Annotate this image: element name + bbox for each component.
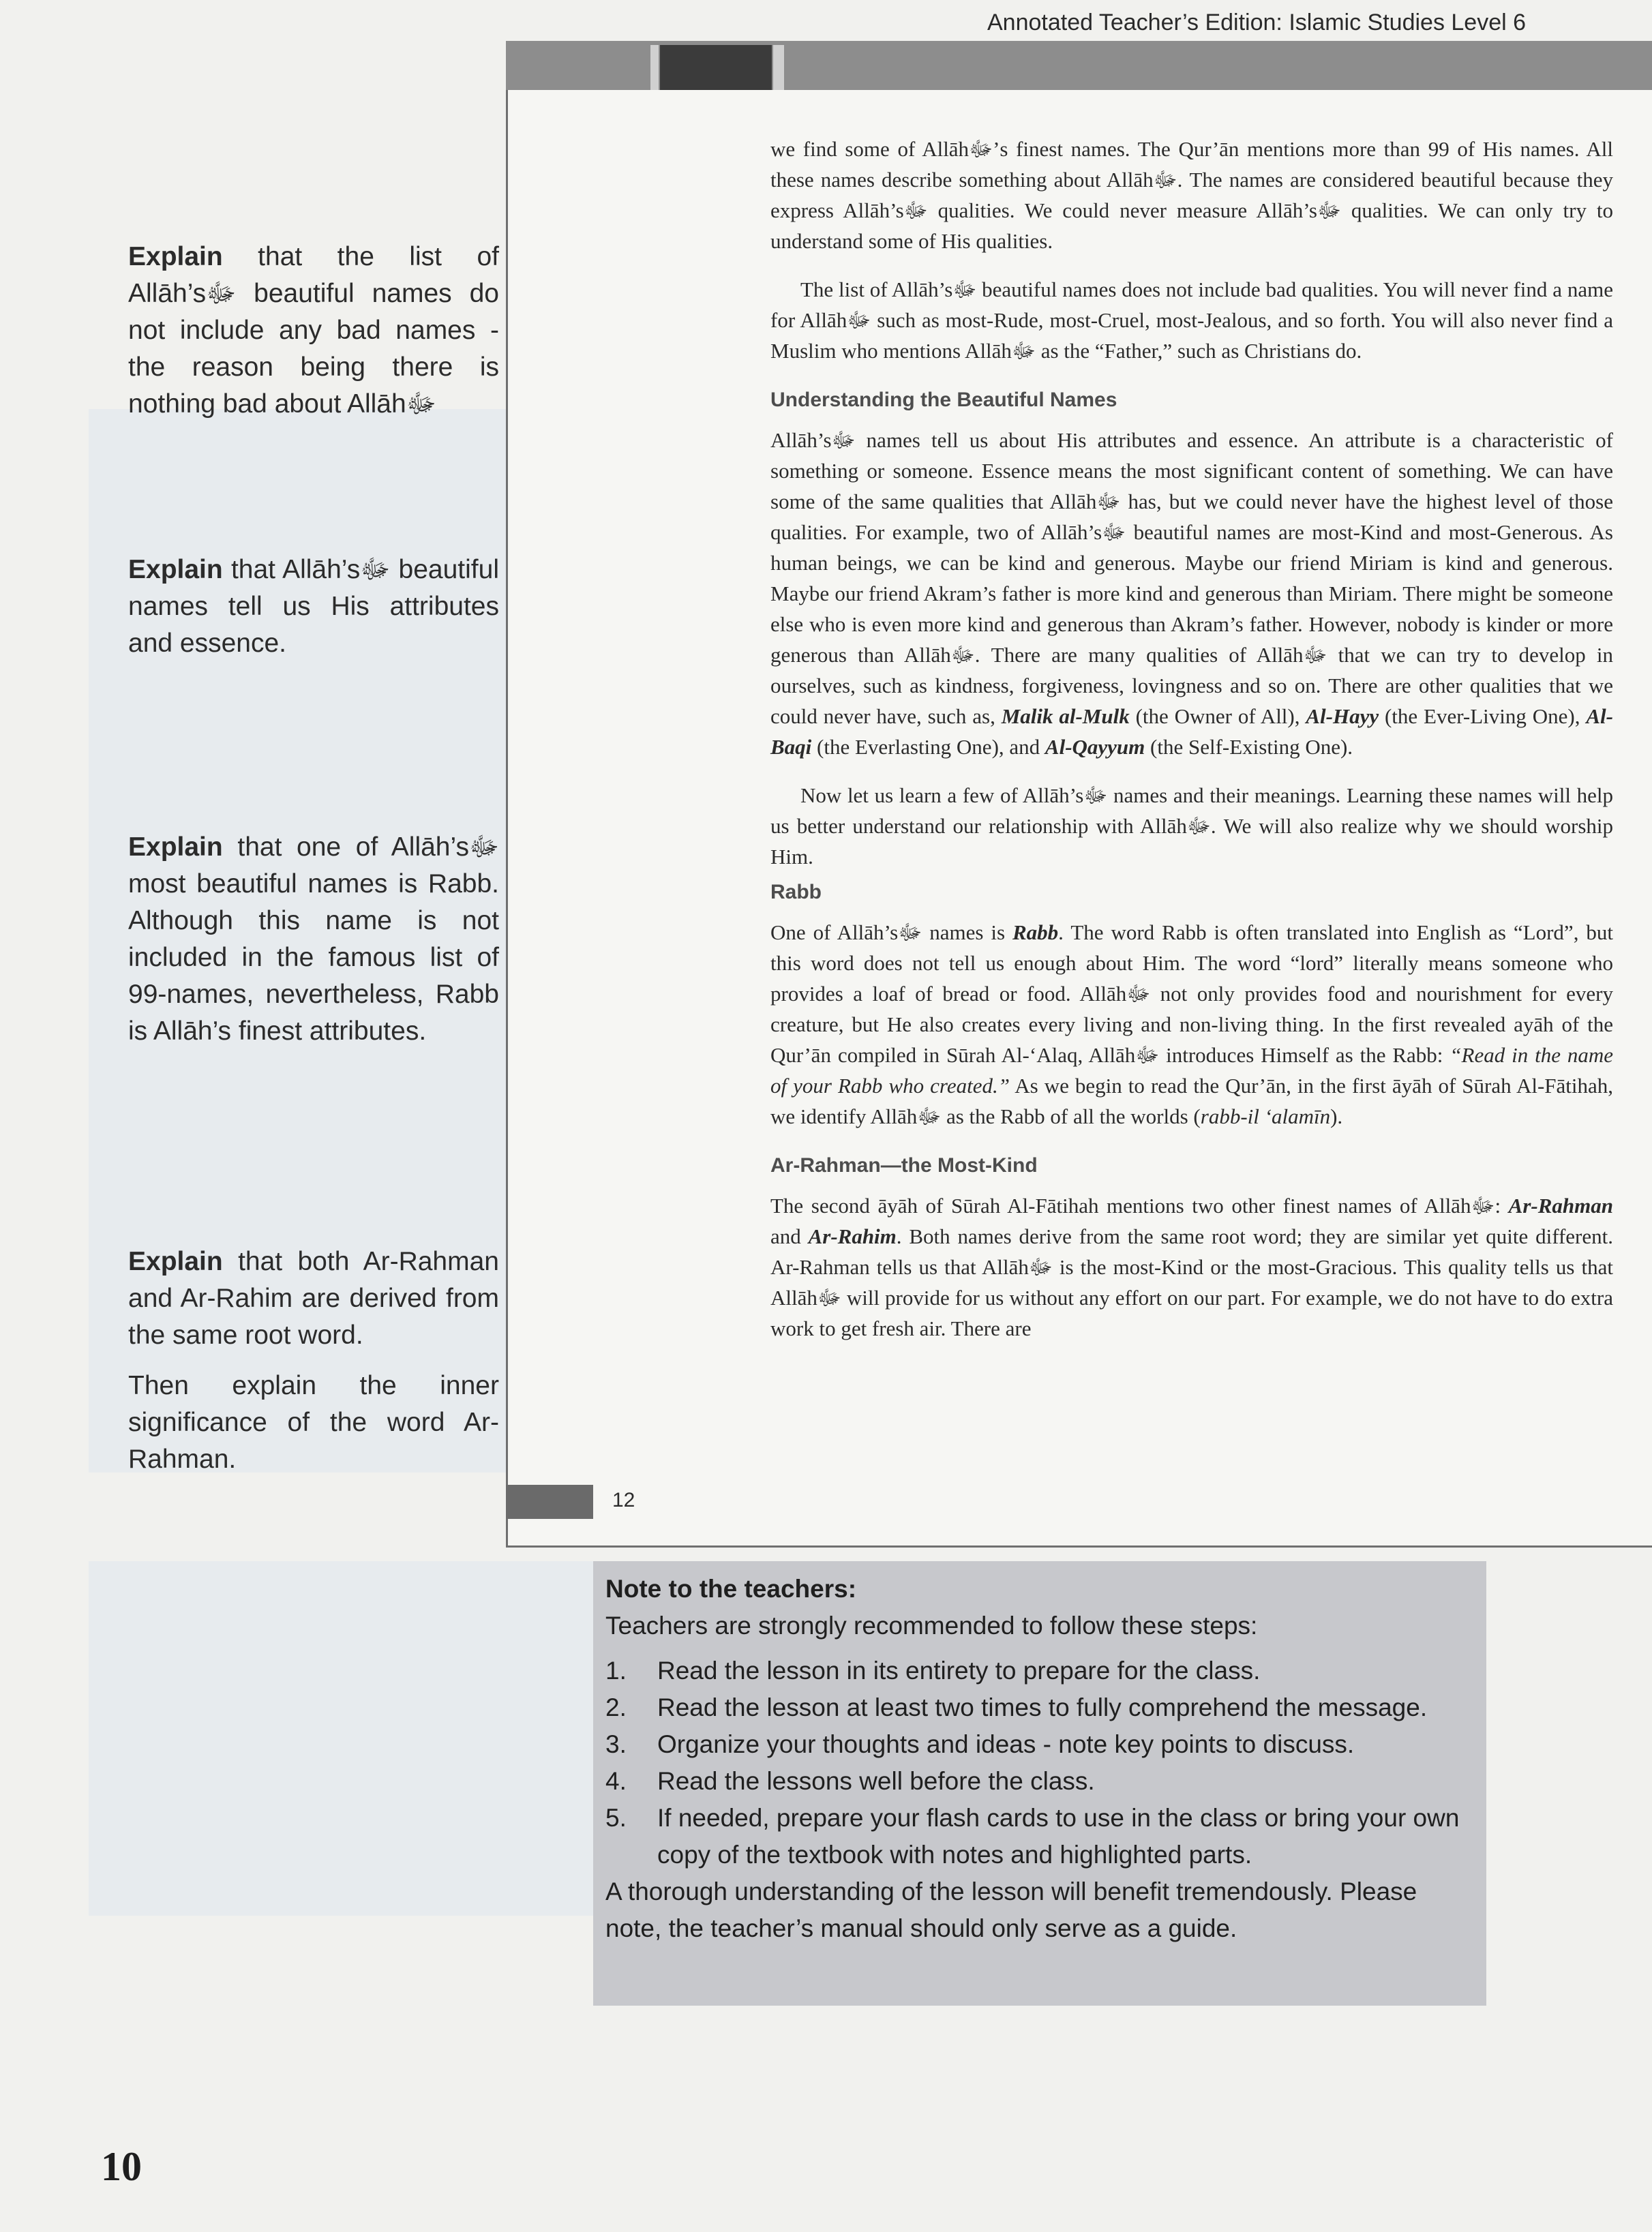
teacher-note-intro: Teachers are strongly recommended to follow these steps:: [605, 1612, 1258, 1640]
term: Ar-Rahim: [808, 1224, 897, 1248]
paragraph: Now let us learn a few of Allāh’sﷻ names and their meanings. Learning these names will help us better understand our relationship with Allāhﷻ. We will also realize why we should worship Him.: [770, 783, 1614, 869]
margin-note-text: that Allāh’sﷻ beautiful names tell us His attributes and essence.: [128, 555, 499, 658]
margin-note-verb: Explain: [128, 1247, 223, 1276]
list-item: 3. Organize your thoughts and ideas - note key points to discuss.: [605, 1730, 1355, 1758]
paragraph: The list of Allāh’sﷻ beautiful names does not include bad qualities. You will never find a name for Allāhﷻ such as most-Rude, most-Cruel, most-Jealous, and so forth. You will also never find a Muslim who mentions Allāhﷻ as the “Father,” such as Christians do.: [770, 277, 1614, 363]
margin-note-3: [128, 829, 499, 1064]
section-heading: Understanding the Beautiful Names: [770, 389, 1117, 411]
margin-note-4: [128, 1243, 499, 1492]
term: Rabb: [1012, 920, 1059, 944]
running-header: Annotated Teacher’s Edition: Islamic Studies Level 6: [987, 10, 1527, 35]
paragraph: Allāh’sﷻ names tell us about His attributes and essence. An attribute is a characteristic of something or someone. Essence means the most significant content of something. We can have some of the same qualities that Allāhﷻ has, but we could never have the highest level of those qualities. For example, two of Allāh’sﷻ beautiful names are most-Kind and most-Generous. As human beings, we can be kind and generous. Maybe our friend Miriam is kind and generous. Maybe our friend Akram’s father is more kind and generous than Miriam. There might be someone else who is even more kind and generous than Akram’s father. However, nobody is kinder or more generous than Allāhﷻ. There are many qualities of Allāhﷻ that we can try to develop in ourselves, such as kindness, forgiveness, lovingness and so on. There are other qualities that we could never have, such as, Malik al-Mulk (the Owner of All), Al-Hayy (the Ever-Living One), Al-Baqi (the Everlasting One), and Al-Qayyum (the Self-Existing One).: [770, 428, 1613, 759]
section-heading: Rabb: [770, 881, 822, 903]
teacher-note-steps: [605, 1653, 1474, 1873]
teacher-note-box: [593, 1561, 1486, 2006]
margin-note-verb: Explain: [128, 555, 223, 584]
teacher-note-closing: A thorough understanding of the lesson will benefit tremendously. Please note, the teacher’s manual should only serve as a guide.: [605, 1877, 1417, 1942]
paragraph: The second āyāh of Sūrah Al-Fātihah mentions two other finest names of Allāhﷻ: Ar-Rahman and Ar-Rahim. Both names derive from the same root word; they are similar yet quite different. Ar-Rahman tells us that Allāhﷻ is the most-Kind or the most-Gracious. This quality tells us that Allāhﷻ will provide for us without any effort on our part. For example, we do not have to do extra work to get fresh air. There are: [770, 1194, 1613, 1340]
top-bar-accent-left: [650, 45, 659, 90]
paragraph: we find some of Allāhﷻ’s finest names. The Qur’ān mentions more than 99 of His names. All these names describe something about Allāhﷻ. The names are considered beautiful because they express Allāh’sﷻ qualities. We could never measure Allāh’sﷻ qualities. We can only try to understand some of His qualities.: [770, 137, 1613, 253]
margin-note-text: that one of Allāh’sﷻ most beautiful names is Rabb. Although this name is not included in the famous list of 99-names, nevertheless, Rabb is Allāh’s finest attributes.: [128, 832, 499, 1046]
term: Ar-Rahman: [1508, 1194, 1613, 1218]
paragraph: One of Allāh’sﷻ names is Rabb. The word Rabb is often translated into English as “Lord”, but this word does not tell us enough about Him. The word “lord” literally means someone who provides a loaf of bread or food. Allāhﷻ not only provides food and nourishment for every creature, but He also creates every living and non-living thing. In the first revealed ayāh of the Qur’ān compiled in Sūrah Al-‘Alaq, Allāhﷻ introduces Himself as the Rabb: “Read in the name of your Rabb who created.” As we begin to read the Qur’ān, in the first āyāh of Sūrah Al-Fātihah, we identify Allāhﷻ as the Rabb of all the worlds (rabb-il ‘alamīn).: [770, 920, 1614, 1128]
inner-page-number: 12: [612, 1489, 635, 1511]
inner-page-number-bar: [506, 1485, 593, 1519]
margin-note-2: [128, 552, 499, 676]
textbook-column: [770, 134, 1613, 1361]
teacher-note-title: Note to the teachers:: [605, 1575, 857, 1603]
term: Al-Qayyum: [1045, 735, 1145, 759]
top-bar-accent-right: [773, 45, 784, 90]
list-item: 1. Read the lesson in its entirety to prepare for the class.: [605, 1657, 1261, 1685]
term: Al-Baqi: [770, 704, 1613, 759]
list-item: 4. Read the lessons well before the class.: [605, 1767, 1095, 1795]
top-bar-dark-block: [660, 45, 772, 90]
page-number: 10: [101, 2144, 142, 2189]
list-item: 5. If needed, prepare your flash cards to use in the class or bring your own copy of the textbook with notes and highlighted parts.: [605, 1804, 1460, 1869]
margin-note-verb: Explain: [128, 242, 223, 271]
margin-note-text: that both Ar-Rahman and Ar-Rahim are derived from the same root word.: [128, 1247, 499, 1350]
section-heading: Ar-Rahman—the Most-Kind: [770, 1154, 1038, 1177]
term: Al-Hayy: [1306, 704, 1379, 728]
term: Malik al-Mulk: [1001, 704, 1130, 728]
margin-note-text: that the list of Allāh’sﷻ beautiful names do not include any bad names - the reason being there is nothing bad about Allāhﷻ: [128, 242, 499, 419]
margin-note-1: [128, 239, 499, 436]
quote: “Read in the name of your Rabb who created.”: [770, 1043, 1613, 1098]
term: rabb-il ‘alamīn: [1200, 1104, 1331, 1128]
margin-note-extra: Then explain the inner significance of the word Ar-Rahman.: [128, 1371, 499, 1474]
list-item: 2. Read the lesson at least two times to fully comprehend the message.: [605, 1693, 1428, 1721]
bleed-through-panel-bottom: [89, 1561, 593, 1916]
margin-note-verb: Explain: [128, 832, 223, 862]
